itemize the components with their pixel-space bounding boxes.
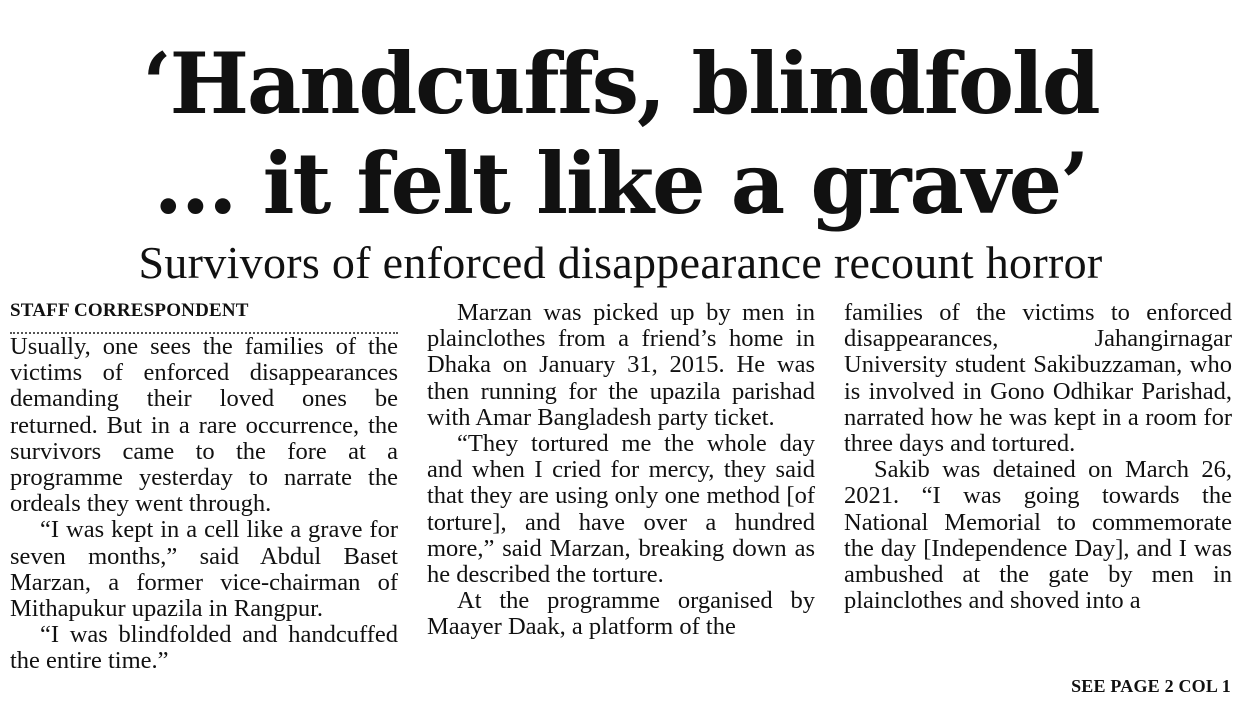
article-column-2 bbox=[427, 300, 815, 641]
headline-line-2: ... it felt like a grave’ bbox=[153, 134, 1088, 233]
headline-line-1: ‘Handcuffs, blindfold bbox=[142, 34, 1099, 133]
byline: STAFF CORRESPONDENT bbox=[10, 300, 398, 334]
paragraph: Usually, one sees the families of the victims of enforced disappearances demanding their loved ones be returned. But in a rare occurrence, the survivors came to the fore at a programme yesterday to narrate the ordeals they went through. bbox=[10, 333, 398, 518]
article-column-1 bbox=[10, 300, 398, 675]
subheadline: Survivors of enforced disappearance recount horror bbox=[138, 237, 1103, 288]
paragraph: “They tortured me the whole day and when I cried for mercy, they said that they are using only one method [of torture], and have over a hundred more,” said Marzan, breaking down as he described the torture. bbox=[427, 430, 815, 589]
paragraph: “I was kept in a cell like a grave for seven months,” said Abdul Baset Marzan, a former vice-chairman of Mithapukur upazila in Rangpur. bbox=[10, 516, 398, 623]
continued-jump-line: SEE PAGE 2 COL 1 bbox=[1071, 676, 1231, 696]
paragraph: families of the victims to enforced disappearances, Jahangirnagar University student Sakibuzzaman, who is involved in Gono Odhikar Parishad, narrated how he was kept in a room for three days and tortured. bbox=[844, 299, 1232, 458]
paragraph: At the programme organised by Maayer Daak, a platform of the bbox=[427, 587, 815, 641]
paragraph: Sakib was detained on March 26, 2021. “I was going towards the National Memorial to commemorate the day [Independence Day], and I was ambushed at the gate by men in plainclothes and shoved into a bbox=[844, 456, 1232, 615]
article-column-3 bbox=[844, 300, 1232, 614]
paragraph: “I was blindfolded and handcuffed the entire time.” bbox=[10, 621, 398, 675]
paragraph: Marzan was picked up by men in plainclothes from a friend’s home in Dhaka on January 31, 2015. He was then running for the upazila parishad with Amar Bangladesh party ticket. bbox=[427, 299, 815, 431]
